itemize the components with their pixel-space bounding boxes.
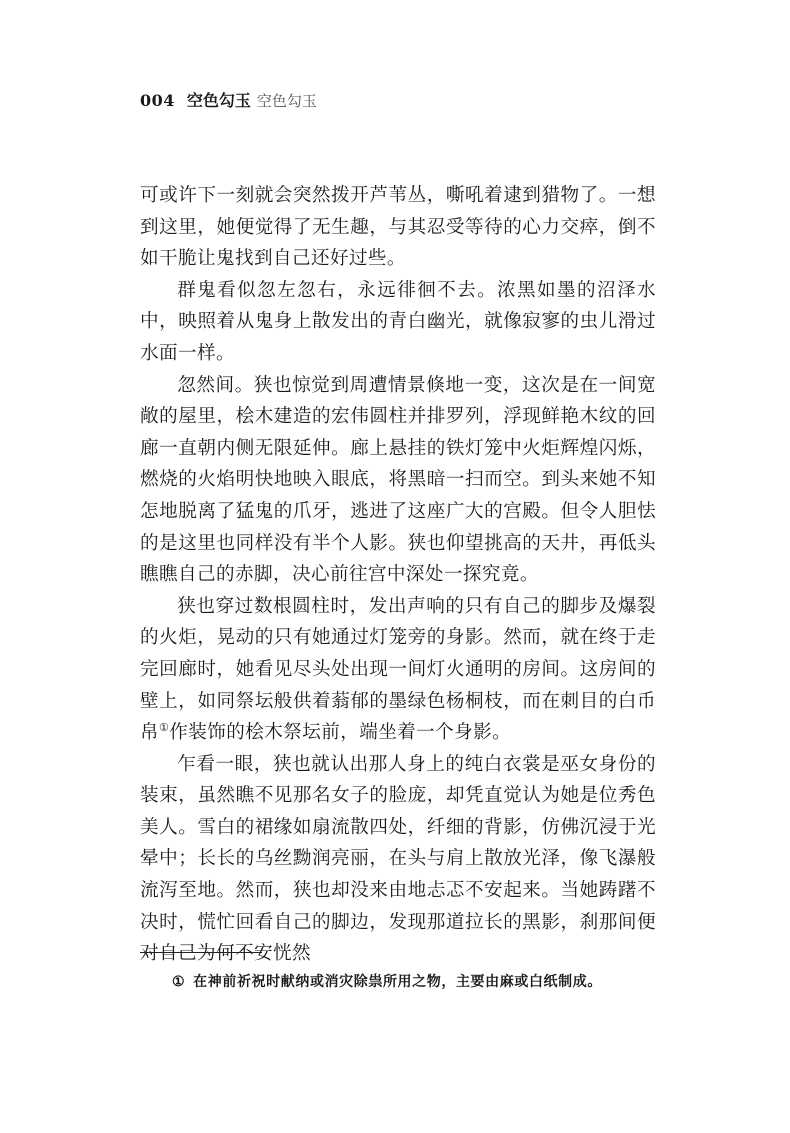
footnote-text: 在神前祈祝时献纳或消灾除祟所用之物，主要由麻或白纸制成。 [193,974,602,990]
paragraph-4 [140,591,656,749]
paragraph-4-after-note: 作装饰的桧木祭坛前，端坐着一个身影。 [169,722,512,744]
footnote-reference-mark: ① [159,720,170,734]
paragraph-4-before-note: 狭也穿过数根圆柱时，发出声响的只有自己的脚步及爆裂的火炬，晃动的只有她通过灯笼旁的身影。然而，就在终于走完回廊时，她看见尽头处出现一间灯火通明的房间。这房间的壁上，如同祭坛般供着蓊郁的墨绿色杨桐枝，而在刺目的白币帛 [140,595,656,744]
book-subtitle: 空色勾玉 [256,92,317,110]
paragraph-5: 乍看一眼，狭也就认出那人身上的纯白衣裳是巫女身份的装束，虽然瞧不见那名女子的脸庞，却凭直觉认为她是位秀色美人。雪白的裙缘如扇流散四处，纤细的背影，仿佛沉浸于光晕中；长长的乌丝黝润亮丽，在头与肩上散放光泽，像飞瀑般流泻至地。然而，狭也却没来由地忐忑不安起来。当她踌躇不决时，慌忙回看自己的脚边，发现那道拉长的黑影，刹那间便对自己为何不安恍然 [140,753,656,965]
book-title: 空色勾玉 [186,91,251,110]
footnote-divider [140,952,262,953]
footnote [172,972,652,992]
body-text [140,180,656,970]
footnote-marker: ① [172,974,186,990]
page-number: 004 [140,91,175,110]
paragraph-2: 群鬼看似忽左忽右，永远徘徊不去。浓黑如墨的沼泽水中，映照着从鬼身上散发出的青白幽光，就像寂寥的虫儿滑过水面一样。 [140,279,656,364]
running-head [140,90,317,112]
paragraph-3: 忽然间。狭也惊觉到周遭情景倏地一变，这次是在一间宽敞的屋里，桧木建造的宏伟圆柱并排罗列，浮现鲜艳木纹的回廊一直朝内侧无限延伸。廊上悬挂的铁灯笼中火炬辉煌闪烁，燃烧的火焰明快地映入眼底，将黑暗一扫而空。到头来她不知怎地脱离了猛鬼的爪牙，逃进了这座广大的宫殿。但令人胆怯的是这里也同样没有半个人影。狭也仰望挑高的天井，再低头瞧瞧自己的赤脚，决心前往宫中深处一探究竟。 [140,374,656,586]
paragraph-1: 可或许下一刻就会突然拨开芦苇丛，嘶吼着逮到猎物了。一想到这里，她便觉得了无生趣，与其忍受等待的心力交瘁，倒不如干脆让鬼找到自己还好过些。 [140,185,656,270]
